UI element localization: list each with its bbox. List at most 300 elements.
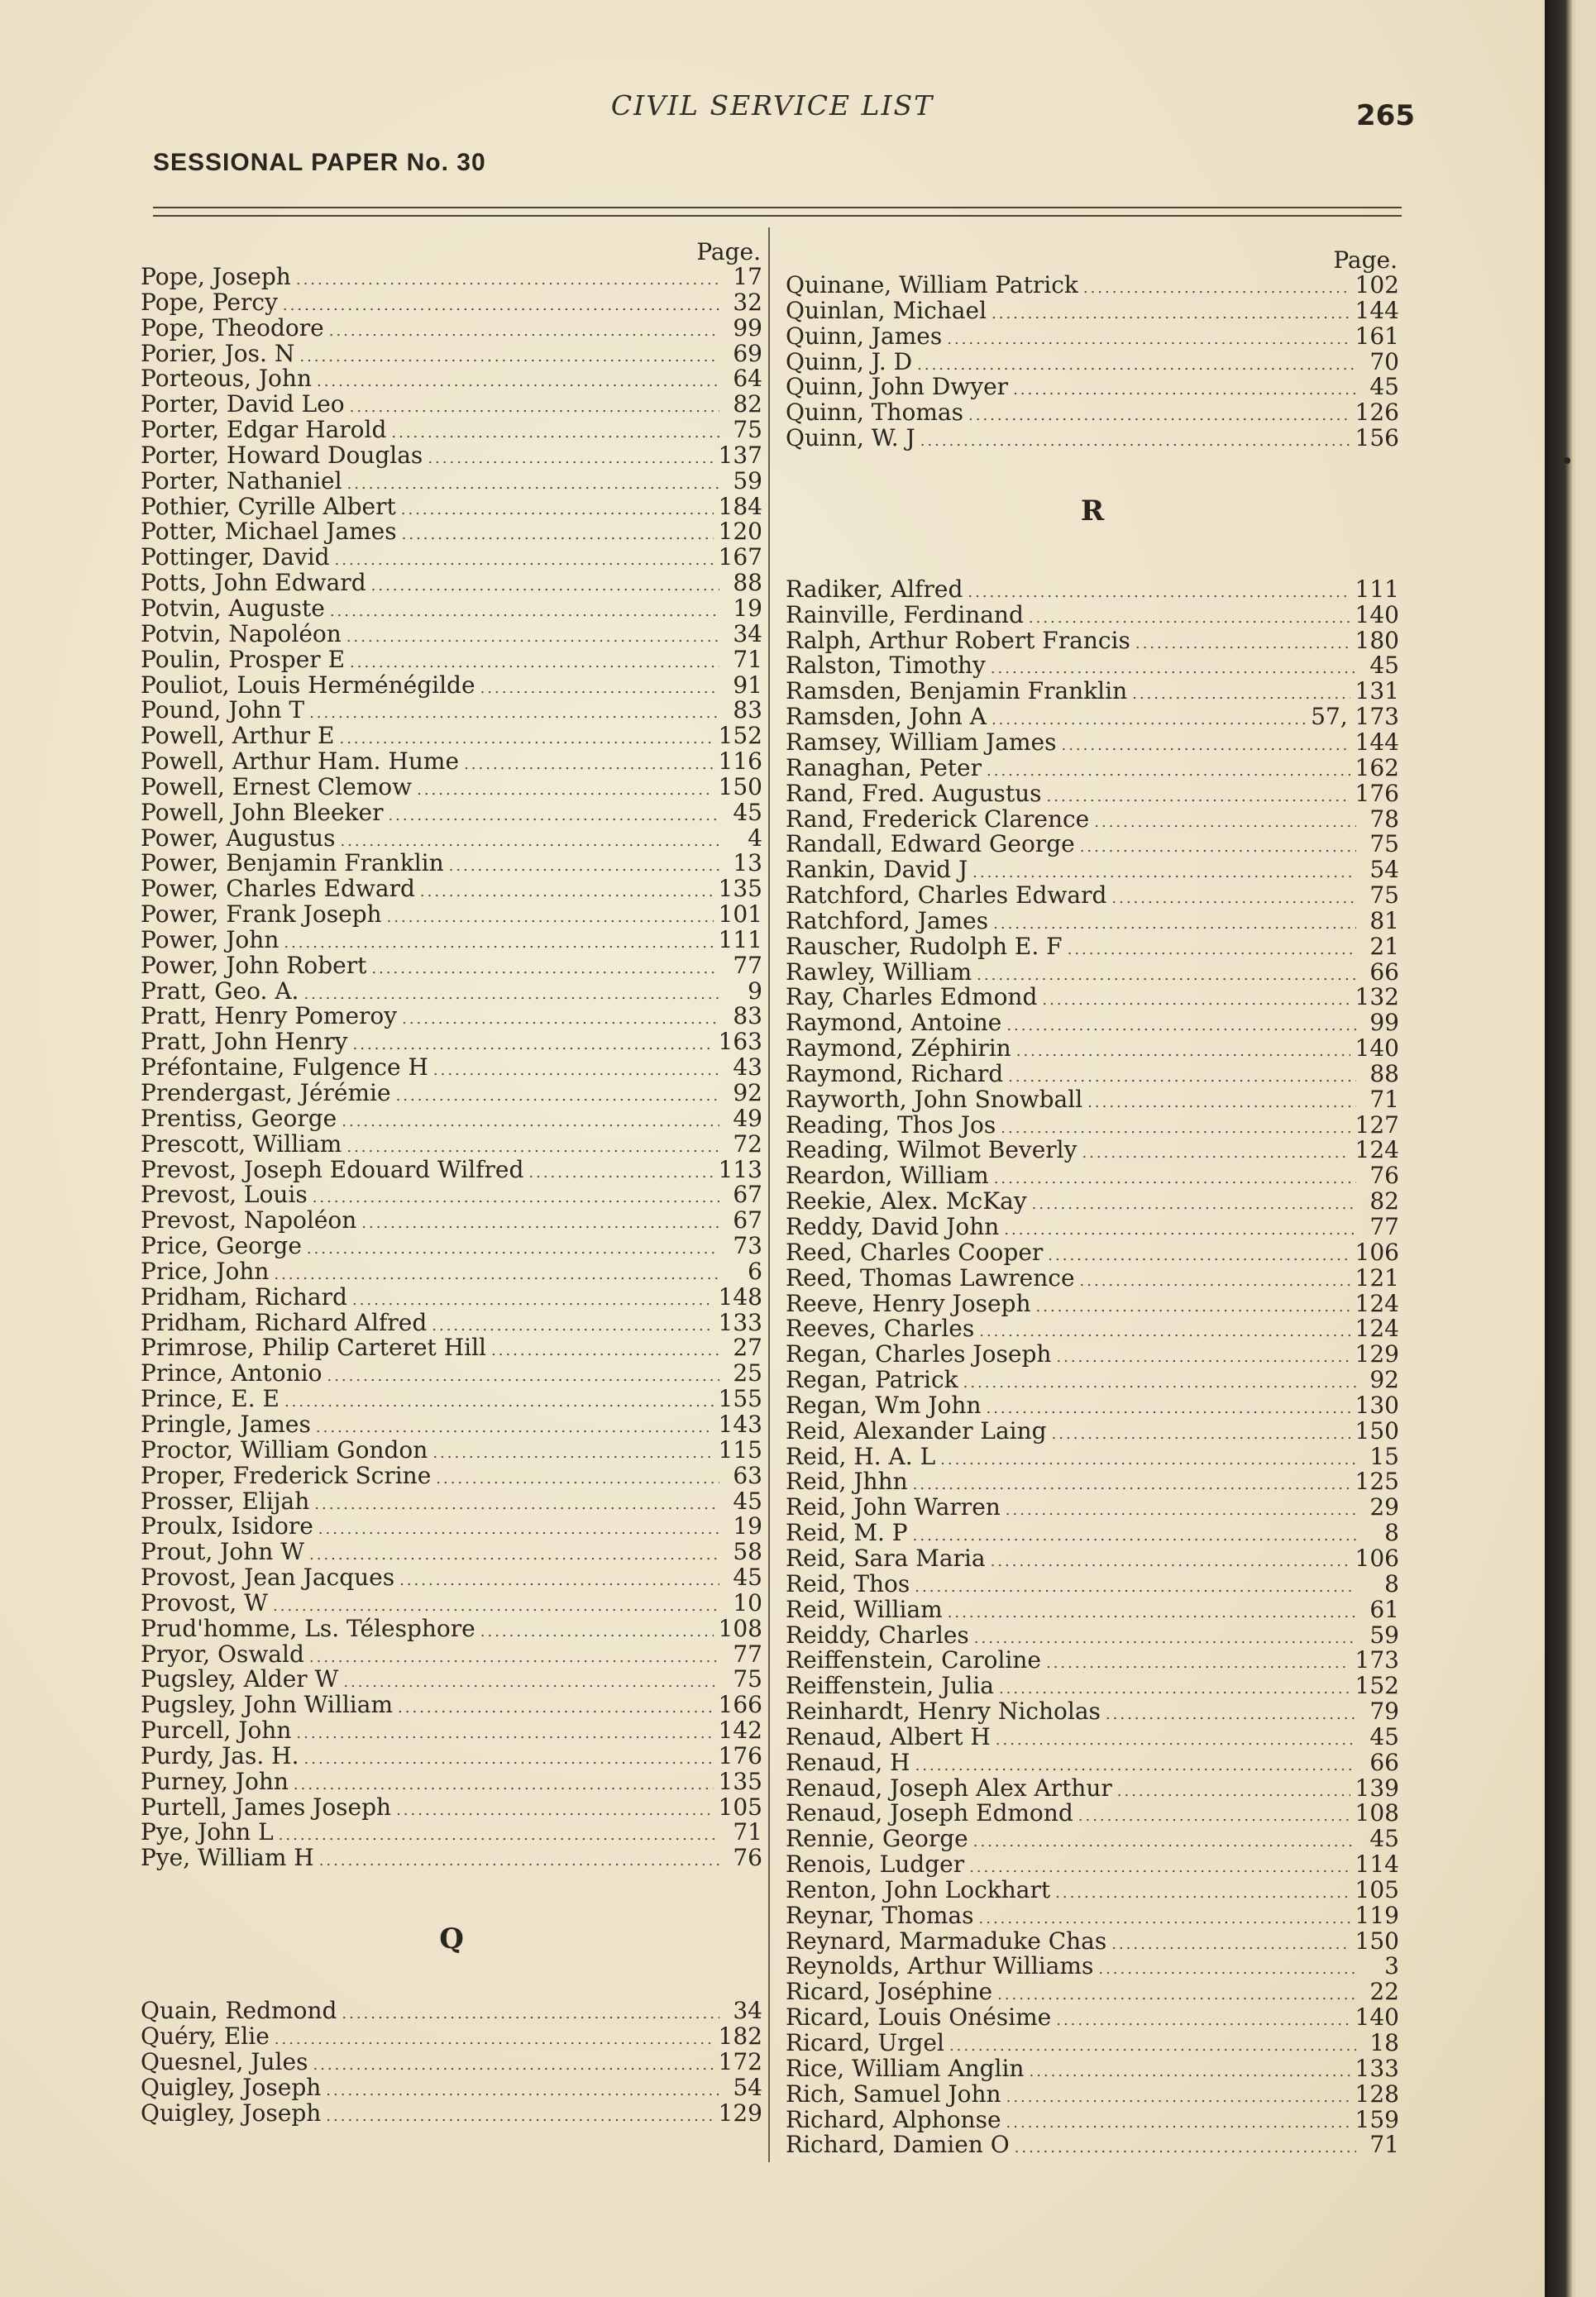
index-entry [786,426,1399,451]
next-page-edge [1575,0,1596,2297]
index-entry [786,1750,1399,1776]
entry-page: 71 [733,645,762,673]
index-entry [786,400,1399,426]
index-entry [141,1693,762,1718]
entry-page: 59 [733,466,762,494]
entry-page: 71 [1369,2131,1399,2159]
entry-page: 161 [1355,322,1399,350]
entry-name: Regan, Charles Joseph [786,1340,1052,1368]
index-entry [141,1769,762,1795]
entry-name: Primrose, Philip Carteret Hill [141,1334,486,1362]
entry-page: 78 [1369,805,1399,833]
entry-name: Renton, John Lockhart [786,1875,1051,1903]
index-entry [786,1827,1399,1852]
entry-page: 61 [1369,1595,1399,1623]
index-entry [786,628,1399,654]
entry-name: Pope, Percy [141,288,278,316]
entry-name: Proctor, William Gondon [141,1435,428,1464]
entry-name: Quigley, Joseph [141,2099,322,2127]
index-entry [786,1010,1399,1036]
entry-page: 75 [733,416,762,444]
index-entry [141,800,762,826]
entry-page: 129 [718,2099,762,2127]
index-entry [786,2132,1399,2158]
entry-name: Prendergast, Jérémie [141,1079,391,1106]
index-entry [786,1903,1399,1929]
index-entry [786,1368,1399,1393]
entry-name: Quinn, Thomas [786,399,963,427]
entry-name: Pothier, Cyrille Albert [141,492,396,520]
entry-page: 45 [733,1487,762,1515]
index-entry [786,753,1399,781]
leader-dots [350,395,719,421]
index-entry [141,1155,762,1183]
leader-dots [1048,1244,1350,1269]
entry-page: 119 [1355,1901,1399,1929]
index-entry [141,1795,762,1821]
entry-name: Powell, Arthur E [141,722,335,750]
leader-dots [1006,1014,1356,1039]
index-entry [786,1495,1399,1521]
leader-dots [329,319,719,345]
index-entry [786,1138,1399,1163]
ink-spot [1564,457,1570,464]
index-entry [141,2024,762,2050]
entry-page: 88 [1369,1059,1399,1087]
entry-name: Reed, Thomas Lawrence [786,1263,1075,1292]
leader-dots [947,327,1350,353]
entry-name: Pratt, John Henry [141,1028,348,1056]
index-entry [786,600,1399,628]
index-entry [141,545,762,571]
entry-name: Power, Frank Joseph [141,900,382,929]
leader-dots [279,1823,719,1849]
leader-dots [296,268,719,294]
entry-name: Ranaghan, Peter [786,753,982,781]
entry-name: Pugsley, John William [141,1691,393,1719]
entry-page: 140 [1355,1034,1399,1063]
entry-page: 105 [718,1793,762,1821]
leader-dots [402,1007,719,1033]
entry-page: 17 [733,263,762,290]
leader-dots [992,302,1350,327]
index-entry [141,1055,762,1081]
index-entry [141,1387,762,1412]
leader-dots [1094,810,1356,836]
index-entry [786,653,1399,679]
index-entry [786,1722,1399,1750]
entry-page: 10 [733,1588,762,1616]
entry-name: Raymond, Zéphirin [786,1034,1011,1063]
leader-dots [1006,1498,1356,1524]
index-entry [141,1820,762,1846]
index-entry [786,2056,1399,2082]
index-entry [786,1801,1399,1827]
entry-name: Reid, John Warren [786,1493,1001,1521]
index-entry [786,1442,1399,1470]
index-entry [786,347,1399,375]
index-entry [786,1416,1399,1445]
entry-page: 137 [718,441,762,469]
leader-dots [1006,2085,1350,2111]
entry-page: 63 [733,1461,762,1489]
leader-dots [480,676,719,702]
index-entry [141,290,762,316]
entry-name: Pye, John L [141,1818,274,1846]
entry-name: Potvin, Napoléon [141,619,342,647]
entry-name: Reading, Wilmot Beverly [786,1136,1078,1164]
index-entry [786,857,1399,883]
index-entry [786,1597,1399,1623]
index-entry [141,1540,762,1565]
page-column-label: Page. [1333,246,1398,274]
entry-page: 131 [1355,677,1399,705]
entry-page: 77 [1369,1213,1399,1240]
index-entry [141,1004,762,1029]
index-entry [141,673,762,699]
entry-page: 57, 173 [1311,703,1399,731]
index-entry [141,443,762,469]
index-entry [141,723,762,749]
index-entry [141,313,762,341]
entry-name: Proper, Frederick Scrine [141,1461,432,1489]
index-entry [786,1289,1399,1317]
leader-dots [1046,1651,1350,1677]
leader-dots [996,1728,1356,1754]
entry-page: 82 [733,390,762,418]
entry-name: Quain, Redmond [141,1997,337,2025]
entry-page: 106 [1355,1544,1399,1572]
entry-page: 83 [733,1002,762,1030]
entry-name: Purdy, Jas. H. [141,1741,299,1769]
entry-page: 135 [718,1767,762,1795]
entry-name: Renaud, Joseph Alex Arthur [786,1774,1112,1802]
entry-page: 8 [1384,1569,1399,1597]
entry-name: Prince, E. E [141,1385,280,1413]
entry-name: Reiddy, Charles [786,1621,969,1649]
entry-name: Porter, Howard Douglas [141,441,423,469]
entry-page: 54 [733,2073,762,2101]
index-entry [786,730,1399,756]
entry-name: Reid, Alexander Laing [786,1416,1047,1445]
entry-page: 126 [1355,399,1399,427]
leader-dots [1006,2111,1350,2137]
entry-name: Rand, Frederick Clarence [786,805,1090,833]
entry-page: 133 [1355,2054,1399,2082]
entry-page: 156 [1355,424,1399,452]
entry-page: 124 [1355,1136,1399,1164]
entry-page: 162 [1355,753,1399,781]
entry-page: 73 [733,1232,762,1260]
index-entry [786,1215,1399,1240]
entry-page: 77 [733,951,762,979]
entry-page: 130 [1355,1391,1399,1419]
entry-name: Ricard, Urgel [786,2029,944,2056]
entry-name: Regan, Patrick [786,1366,958,1394]
index-entry [141,647,762,673]
leader-dots [994,1167,1356,1192]
entry-page: 15 [1369,1442,1399,1470]
entry-name: Randall, Edward George [786,830,1075,858]
leader-dots [420,880,714,905]
entry-page: 115 [718,1435,762,1464]
index-entry [141,1282,762,1311]
index-entry [141,1335,762,1361]
entry-name: Pratt, Henry Pomeroy [141,1002,398,1030]
index-entry [786,298,1399,324]
index-entry [786,1263,1399,1292]
leader-dots [1055,1881,1350,1907]
leader-dots [1029,2060,1350,2085]
entry-page: 155 [718,1385,762,1413]
index-entry [141,619,762,647]
index-entry [141,519,762,545]
page-number: 265 [1356,99,1415,132]
leader-dots [528,1161,713,1187]
entry-page: 70 [1369,347,1399,375]
leader-dots [428,447,713,472]
leader-dots [915,1575,1356,1601]
leader-dots [464,752,713,778]
entry-page: 124 [1355,1289,1399,1317]
entry-page: 19 [733,1512,762,1540]
entry-name: Quéry, Elie [141,2022,270,2050]
entry-name: Prevost, Joseph Edouard Wilfred [141,1155,524,1183]
entry-page: 49 [733,1104,762,1132]
entry-name: Reekie, Alex. McKay [786,1187,1027,1215]
leader-dots [296,1722,713,1747]
entry-page: 92 [1369,1366,1399,1394]
entry-name: Préfontaine, Fulgence H [141,1053,428,1082]
leader-dots [920,429,1350,455]
entry-page: 45 [1369,1722,1399,1750]
index-entry [141,1667,762,1693]
leader-dots [304,1747,714,1773]
entry-name: Reid, M. P [786,1519,908,1547]
entry-page: 34 [733,619,762,647]
index-entry [786,1648,1399,1674]
index-entry [141,366,762,392]
entry-page: 148 [718,1282,762,1311]
entry-name: Potvin, Auguste [141,594,325,622]
right-column [786,248,1399,2158]
leader-dots [309,701,719,727]
entry-name: Reiffenstein, Caroline [786,1646,1041,1674]
q-entry-list [141,1999,762,2126]
entry-page: 106 [1355,1238,1399,1266]
entry-page: 127 [1355,1110,1399,1139]
entry-page: 34 [733,1997,762,2025]
entry-name: Rice, William Anglin [786,2054,1025,2082]
index-entry [786,906,1399,934]
entry-name: Prout, John W [141,1538,304,1566]
entry-page: 59 [1369,1621,1399,1649]
entry-name: Pridham, Richard [141,1282,347,1311]
entry-name: Quinn, W. J [786,424,915,452]
entry-page: 184 [718,492,762,520]
index-entry [786,807,1399,833]
entry-page: 19 [733,594,762,622]
entry-page: 27 [733,1334,762,1362]
entry-name: Reid, Jhhn [786,1468,908,1496]
entry-page: 125 [1355,1468,1399,1496]
index-entry [786,883,1399,909]
entry-page: 102 [1355,271,1399,298]
entry-name: Reddy, David John [786,1213,1000,1240]
leader-dots [388,804,719,829]
entry-page: 111 [718,925,762,953]
index-entry [141,772,762,800]
leader-dots [319,1849,719,1874]
index-entry [786,2005,1399,2031]
entry-name: Richard, Damien O [786,2131,1010,2159]
entry-page: 88 [733,569,762,597]
entry-page: 45 [733,1564,762,1592]
index-entry [141,925,762,953]
leader-dots [307,1237,719,1263]
entry-name: Ray, Charles Edmond [786,983,1038,1011]
entry-page: 142 [718,1717,762,1745]
index-entry [786,1546,1399,1572]
entry-name: Purney, John [141,1767,289,1795]
index-entry [141,1412,762,1438]
entry-name: Power, Benjamin Franklin [141,849,444,877]
leader-dots [432,1441,713,1467]
entry-name: Purcell, John [141,1717,292,1745]
index-entry [786,1875,1399,1903]
leader-dots [398,1696,714,1722]
entry-name: Price, John [141,1257,270,1285]
entry-name: Radiker, Alfred [786,575,963,603]
r-entry-list [786,577,1399,2158]
entry-name: Renaud, Joseph Edmond [786,1799,1073,1827]
leader-dots [1052,1422,1350,1448]
entry-page: 111 [1355,575,1399,603]
index-entry [786,1316,1399,1342]
entry-page: 13 [733,849,762,877]
entry-page: 114 [1355,1850,1399,1879]
index-entry [786,1569,1399,1597]
index-entry [141,876,762,902]
entry-page: 45 [1369,652,1399,680]
left-column [141,240,762,2126]
entry-page: 21 [1369,932,1399,960]
entry-name: Porter, Nathaniel [141,466,342,494]
entry-page: 77 [733,1640,762,1668]
index-entry [141,1182,762,1208]
index-entry [141,265,762,290]
entry-name: Porter, David Leo [141,390,345,418]
entry-page: 143 [718,1410,762,1438]
index-entry [786,1036,1399,1062]
entry-name: Price, George [141,1232,302,1260]
entry-name: Prentiss, George [141,1104,337,1132]
entry-name: Poulin, Prosper E [141,645,346,673]
leader-dots [396,1084,719,1110]
leader-dots [1082,1141,1350,1167]
leader-dots [391,421,719,447]
entry-page: 132 [1355,983,1399,1011]
leader-dots [314,1492,719,1518]
entry-name: Power, John Robert [141,951,367,979]
entry-page: 8 [1384,1519,1399,1547]
entry-name: Power, Charles Edward [141,875,415,903]
entry-page: 150 [1355,1416,1399,1445]
entry-page: 43 [733,1053,762,1082]
header-rule [153,215,1402,217]
index-entry [141,749,762,775]
entry-name: Pound, John T [141,696,305,724]
entry-name: Reynolds, Arthur Williams [786,1952,1094,1980]
entry-page: 3 [1384,1952,1399,1980]
index-entry [786,273,1399,298]
entry-page: 72 [733,1129,762,1158]
entry-page: 182 [718,2022,762,2050]
leader-dots [361,1211,719,1237]
entry-name: Ricard, Louis Onésime [786,2003,1052,2032]
entry-name: Prince, Antonio [141,1359,323,1387]
index-entry [141,571,762,596]
entry-page: 45 [733,798,762,826]
index-entry [786,1852,1399,1878]
entry-name: Pope, Joseph [141,263,291,290]
leader-dots [968,404,1350,429]
entry-name: Prevost, Napoléon [141,1206,357,1234]
leader-dots [326,2104,713,2130]
index-entry [141,1461,762,1489]
entry-page: 4 [748,824,762,852]
entry-name: Rayworth, John Snowball [786,1085,1083,1113]
entry-name: Pottinger, David [141,543,330,571]
index-entry [786,957,1399,986]
entry-page: 152 [1355,1672,1399,1700]
entry-page: 135 [718,875,762,903]
index-entry [786,1110,1399,1139]
index-entry [786,1674,1399,1699]
leader-dots [1080,1269,1350,1295]
entry-page: 32 [733,288,762,316]
entry-page: 105 [1355,1875,1399,1903]
leader-dots [1013,378,1356,404]
header-rule [153,207,1402,208]
index-entry [141,341,762,367]
index-entry [141,1642,762,1668]
entry-page: 92 [733,1079,762,1106]
index-entry [786,679,1399,704]
entry-name: Renaud, H [786,1748,910,1776]
entry-page: 9 [748,977,762,1005]
leader-dots [1068,938,1356,963]
leader-dots [299,345,719,370]
entry-name: Ralph, Arthur Robert Francis [786,626,1130,654]
entry-name: Raymond, Richard [786,1059,1004,1087]
leader-dots [318,1517,719,1543]
leader-dots [1135,632,1350,657]
entry-name: Regan, Wm John [786,1391,982,1419]
entry-name: Powell, Arthur Ham. Hume [141,747,460,776]
leader-dots [313,1186,719,1211]
entry-page: 133 [718,1308,762,1336]
section-letter-r: R [1080,494,1105,528]
leader-dots [283,294,719,319]
entry-name: Pratt, Geo. A. [141,977,299,1005]
entry-page: 144 [1355,296,1399,324]
index-entry [786,2105,1399,2133]
leader-dots [313,2053,713,2079]
leader-dots [342,2002,719,2027]
entry-page: 99 [1369,1009,1399,1037]
index-entry [141,1081,762,1106]
